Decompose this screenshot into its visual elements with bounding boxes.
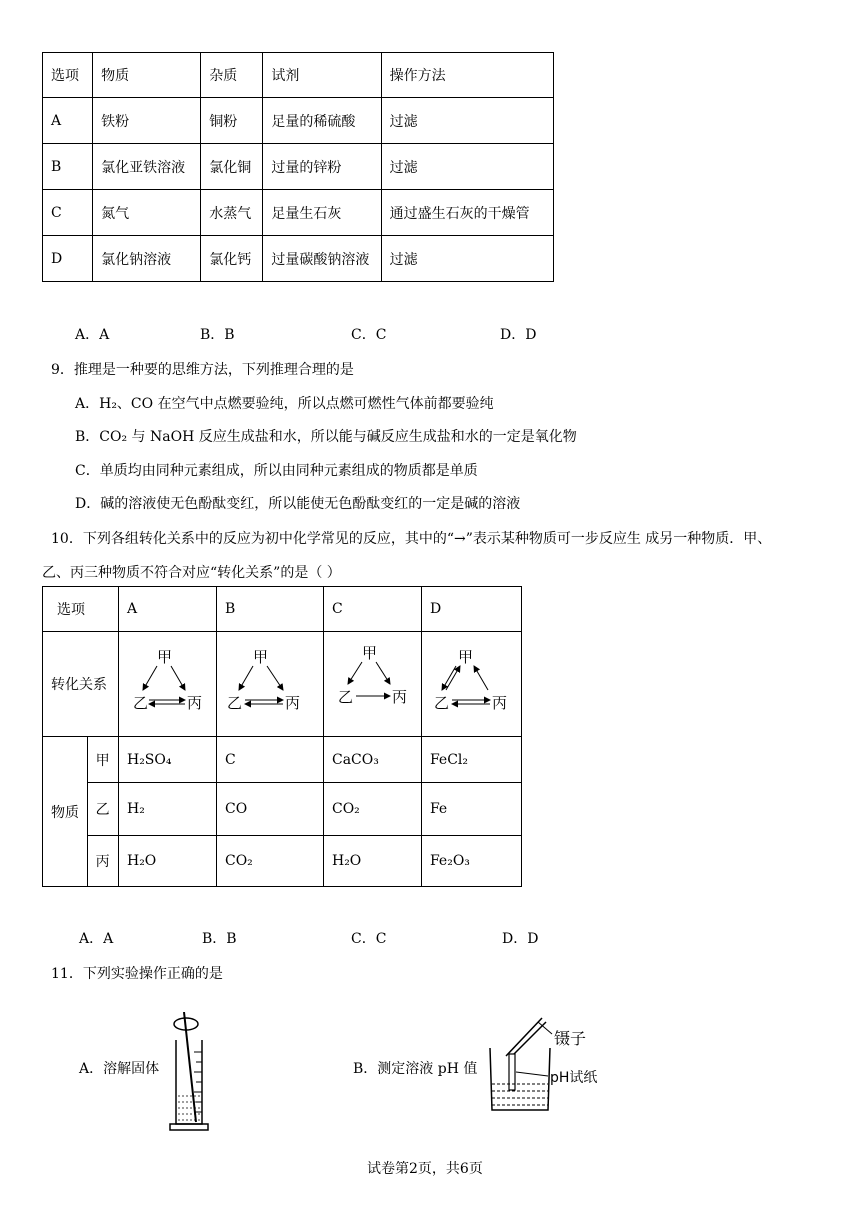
table-header-cell: 选项 (43, 587, 119, 632)
table-cell: 过滤 (381, 98, 553, 144)
arrow-jia-yi (143, 666, 157, 690)
arrow-jia-yi (348, 662, 362, 684)
q8-option-a[interactable]: A．A (75, 327, 110, 343)
arrow-jia-yi (239, 666, 253, 690)
beaker-ph-illustration (486, 1014, 616, 1118)
arrow-bing-jia (474, 666, 488, 690)
table-row (43, 190, 554, 236)
node-jia: 甲 (457, 648, 473, 666)
table-cell: 氯化钠溶液 (93, 236, 201, 282)
node-yi: 乙 (337, 688, 353, 706)
table-cell: CO₂ (323, 783, 421, 836)
table-header-cell: D (421, 587, 521, 632)
table-header-row (43, 587, 522, 632)
table-cell: 氯化亚铁溶液 (93, 144, 201, 190)
table-cell: H₂ (118, 783, 216, 836)
table-cell: CO₂ (216, 836, 323, 887)
q8-option-d[interactable]: D．D (500, 327, 537, 343)
node-yi: 乙 (433, 694, 449, 712)
table-header-cell: 杂质 (201, 53, 263, 98)
q9-option-b[interactable]: B．CO₂ 与 NaOH 反应生成盐和水，所以能与碱反应生成盐和水的一定是氧化物 (75, 429, 577, 445)
page-footer: 试卷第2页，共6页 (367, 1161, 483, 1177)
q9-option-c[interactable]: C．单质均由同种元素组成，所以由同种元素组成的物质都是单质 (75, 463, 478, 479)
tweezers-label: 镊子 (554, 1029, 587, 1048)
q10-stem-line1: 10．下列各组转化关系中的反应为初中化学常见的反应，其中的“→”表示某种物质可一步反应生 成另一种物质．甲、 (51, 531, 772, 547)
table-cell: 过量碳酸钠溶液 (263, 236, 381, 282)
impurity-table (42, 52, 554, 282)
table-header-cell: A (118, 587, 216, 632)
q10-option-b[interactable]: B．B (202, 931, 237, 947)
table-header-cell: 选项 (43, 53, 93, 98)
table-cell: 氯化铜 (201, 144, 263, 190)
cylinder-graduations (194, 1052, 202, 1112)
relation-row (43, 632, 522, 737)
q9-option-a[interactable]: A．H₂、CO 在空气中点燃要验纯，所以点燃可燃性气体前都要验纯 (75, 396, 494, 412)
triangle-diagram-a (119, 632, 216, 736)
table-cell: 过滤 (381, 144, 553, 190)
table-cell: B (43, 144, 93, 190)
table-header-cell: 操作方法 (381, 53, 553, 98)
arrow-jia-bing (376, 662, 390, 684)
table-cell: 水蒸气 (201, 190, 263, 236)
table-cell: H₂O (323, 836, 421, 887)
triangle-diagram-c (324, 632, 421, 736)
node-jia: 甲 (252, 648, 268, 666)
cylinder-base (170, 1124, 208, 1130)
beaker-liquid (492, 1084, 548, 1105)
table-cell: Fe₂O₃ (421, 836, 521, 887)
diagram-a (118, 632, 216, 737)
relation-row-label: 转化关系 (43, 632, 119, 737)
node-yi: 乙 (226, 694, 242, 712)
q9-stem: 9．推理是一种要的思维方法，下列推理合理的是 (51, 362, 354, 378)
table-cell: 过滤 (381, 236, 553, 282)
table-cell: 足量生石灰 (263, 190, 381, 236)
table-row (43, 236, 554, 282)
q11-option-b[interactable]: B．测定溶液 pH 值 (353, 1061, 478, 1077)
substance-sublabel: 乙 (87, 783, 118, 836)
node-bing: 丙 (391, 688, 407, 706)
arrow-yi-jia (446, 666, 460, 690)
node-jia: 甲 (361, 644, 377, 662)
conversion-table (42, 586, 522, 887)
q9-option-d[interactable]: D．碱的溶液使无色酚酞变红，所以能使无色酚酞变红的一定是碱的溶液 (75, 496, 521, 512)
tweezers-arm-1 (506, 1018, 542, 1056)
table-header-cell: C (323, 587, 421, 632)
q10-option-d[interactable]: D．D (502, 931, 539, 947)
table-cell: A (43, 98, 93, 144)
substance-row-label: 物质 (43, 737, 88, 887)
measuring-cylinder-illustration (166, 1012, 216, 1138)
substance-sublabel: 甲 (87, 737, 118, 783)
q10-stem-line2: 乙、丙三种物质不符合对应“转化关系”的是（ ） (42, 565, 341, 581)
table-cell: 过量的锌粉 (263, 144, 381, 190)
node-bing: 丙 (491, 694, 507, 712)
ph-paper-label: pH试纸 (550, 1070, 598, 1086)
table-cell: CaCO₃ (323, 737, 421, 783)
beaker-body (490, 1048, 550, 1110)
diagram-b (216, 632, 323, 737)
cylinder-liquid (178, 1096, 200, 1120)
q10-option-a[interactable]: A．A (79, 931, 114, 947)
arrow-jia-bing (171, 666, 185, 690)
table-row (43, 144, 554, 190)
q10-option-c[interactable]: C．C (351, 931, 387, 947)
substance-row-bing (43, 836, 522, 887)
node-bing: 丙 (186, 694, 202, 712)
q11-option-a[interactable]: A．溶解固体 (79, 1061, 160, 1077)
table-header-cell: 物质 (93, 53, 201, 98)
tweezers-arm-2 (510, 1022, 546, 1058)
table-cell: H₂SO₄ (118, 737, 216, 783)
table-cell: CO (216, 783, 323, 836)
table-cell: D (43, 236, 93, 282)
table-cell: Fe (421, 783, 521, 836)
table-cell: 足量的稀硫酸 (263, 98, 381, 144)
substance-sublabel: 丙 (87, 836, 118, 887)
table-cell: FeCl₂ (421, 737, 521, 783)
node-yi: 乙 (132, 694, 148, 712)
ph-paper-pointer (516, 1072, 548, 1076)
table-cell: C (43, 190, 93, 236)
table-cell: 铜粉 (201, 98, 263, 144)
table-cell: 氯化钙 (201, 236, 263, 282)
node-bing: 丙 (284, 694, 300, 712)
diagram-d (421, 632, 521, 737)
table-row (43, 98, 554, 144)
ph-paper-strip (509, 1054, 515, 1090)
q8-option-c[interactable]: C．C (351, 327, 387, 343)
table-header-row (43, 53, 554, 98)
table-cell: 氮气 (93, 190, 201, 236)
table-cell: H₂O (118, 836, 216, 887)
table-header-cell: 试剂 (263, 53, 381, 98)
triangle-diagram-d (422, 632, 521, 736)
triangle-diagram-b (217, 632, 323, 736)
arrow-jia-yi (442, 666, 456, 690)
table-cell: C (216, 737, 323, 783)
q11-stem: 11．下列实验操作正确的是 (51, 966, 223, 982)
q8-option-b[interactable]: B．B (200, 327, 235, 343)
substance-row-yi (43, 783, 522, 836)
table-header-cell: B (216, 587, 323, 632)
substance-row-jia (43, 737, 522, 783)
arrow-jia-bing (267, 666, 283, 690)
table-cell: 通过盛生石灰的干燥管 (381, 190, 553, 236)
diagram-c (323, 632, 421, 737)
table-cell: 铁粉 (93, 98, 201, 144)
node-jia: 甲 (156, 648, 172, 666)
